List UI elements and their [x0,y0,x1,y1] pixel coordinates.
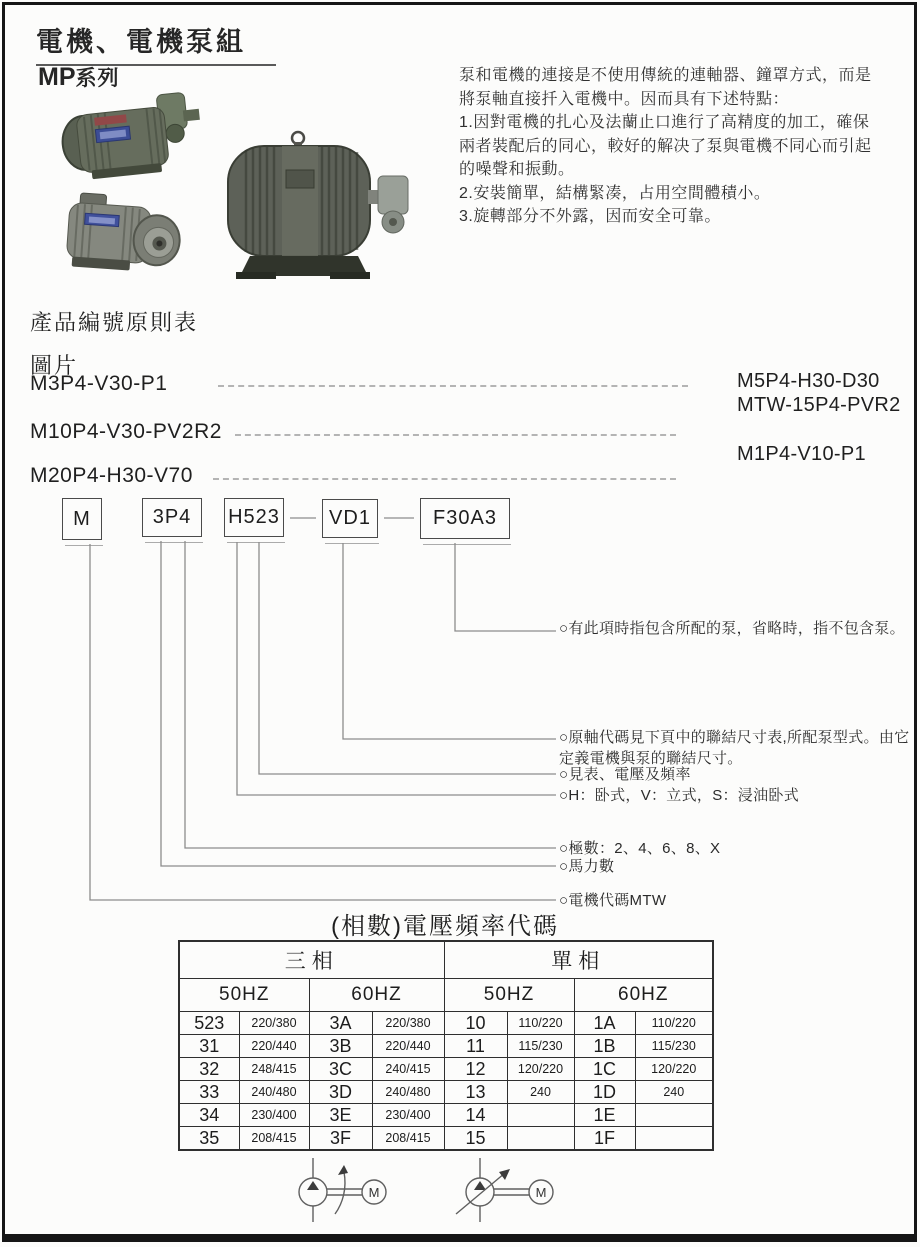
table-row [179,1081,713,1104]
table-row [179,1058,713,1081]
series-suffix: 系列 [75,67,120,90]
voltage-cell: 240 [635,1081,713,1104]
code-cell: 31 [179,1035,239,1058]
voltage-cell: 220/380 [239,1012,309,1035]
voltage-frequency-table [178,940,714,1151]
intro-line: 3.旋轉部分不外露，因而安全可靠。 [459,208,721,225]
code-cell: 32 [179,1058,239,1081]
voltage-cell: 110/220 [507,1012,574,1035]
voltage-cell: 120/220 [507,1058,574,1081]
motor-symbol-label: M [368,1185,380,1200]
code-box-pump: F30A3 [420,498,510,539]
voltage-cell: 208/415 [239,1127,309,1151]
voltage-cell: 220/440 [239,1035,309,1058]
intro-line: 的噪聲和振動。 [459,161,575,178]
code-cell: 1D [574,1081,635,1104]
voltage-cell: 220/380 [372,1012,444,1035]
code-box-shaft: VD1 [322,499,378,538]
code-cell: 12 [444,1058,507,1081]
code-cell: 10 [444,1012,507,1035]
annotation-mounting: ○H：卧式，V：立式，S：浸油卧式 [559,787,800,804]
voltage-cell: 230/400 [372,1104,444,1127]
annotation-voltage-freq: ○見表、電壓及頻率 [559,766,691,783]
leader-dashed-line [213,478,676,480]
model-number: M10P4-V30-PV2R2 [30,420,222,443]
table-row [179,979,713,1012]
code-cell: 3A [309,1012,372,1035]
voltage-cell: 230/400 [239,1104,309,1127]
code-cell: 33 [179,1081,239,1104]
voltage-cell [635,1104,713,1127]
series-code: MP [38,63,76,91]
leader-dashed-line [218,385,688,387]
intro-line: 兩者裝配后的同心，較好的解决了泵與電機不同心而引起 [459,137,872,155]
motor-pump-photo-large [210,126,410,282]
pump-motor-symbols [270,1148,620,1240]
table-row [179,941,713,979]
annotation-poles: ○極數：2、4、6、8、X [559,840,721,857]
code-cell: 1C [574,1058,635,1081]
freq-header: 60HZ [309,979,444,1012]
code-cell: 1E [574,1104,635,1127]
code-cell: 34 [179,1104,239,1127]
code-cell: 1F [574,1127,635,1151]
phase-group-header: 三相 [179,941,444,979]
code-cell: 1A [574,1012,635,1035]
code-cell: 13 [444,1081,507,1104]
code-cell: 3C [309,1058,372,1081]
annotation-motor-code: ○電機代碼MTW [559,892,667,909]
table-row [179,1127,713,1151]
model-number: M3P4-V30-P1 [30,372,168,395]
motor-symbol-label: M [535,1185,547,1200]
motor-pump-photo-small [56,86,206,182]
model-number: M5P4-H30-D30 [737,370,880,392]
intro-line: 1.因對電機的扎心及法蘭止口進行了高精度的加工，確保 [459,114,870,131]
voltage-cell: 115/230 [635,1035,713,1058]
voltage-table-title: (相數)電壓頻率代碼 [331,913,559,940]
motor-photo-plain [60,188,188,280]
intro-line: 2.安裝簡單，結構緊凑，占用空間體積小。 [459,184,771,202]
model-number: M20P4-H30-V70 [30,464,193,487]
page-title: 電機、電機泵組 [36,20,276,66]
table-row [179,1012,713,1035]
code-cell: 35 [179,1127,239,1151]
code-cell: 3F [309,1127,372,1151]
code-cell: 15 [444,1127,507,1151]
freq-header: 50HZ [444,979,574,1012]
voltage-cell: 110/220 [635,1012,713,1035]
annotation-shaft-code: ○原軸代碼見下頁中的聯結尺寸表,所配泵型式。由它定義電機與泵的聯結尺寸。 [559,729,910,767]
voltage-cell: 248/415 [239,1058,309,1081]
pump-motor-symbol-variable [456,1158,553,1222]
intro-paragraph [459,64,911,229]
voltage-cell: 240/480 [239,1081,309,1104]
code-cell: 14 [444,1104,507,1127]
code-cell: 523 [179,1012,239,1035]
leader-dashed-line [235,434,676,436]
annotation-pump-included: ○有此項時指包含所配的泵，省略時，指不包含泵。 [559,620,905,637]
intro-line: 泵和電機的連接是不使用傳統的連軸器、鐘罩方式，而是 [459,67,872,84]
voltage-cell: 220/440 [372,1035,444,1058]
model-number: M1P4-V10-P1 [737,443,866,465]
voltage-cell [507,1127,574,1151]
code-cell: 3B [309,1035,372,1058]
voltage-cell: 115/230 [507,1035,574,1058]
numbering-heading: 產品編號原則表 [30,310,199,335]
voltage-cell [507,1104,574,1127]
freq-header: 50HZ [179,979,309,1012]
table-row [179,1035,713,1058]
code-box-mount-voltage: H523 [224,498,284,537]
table-row [179,1104,713,1127]
voltage-cell [635,1127,713,1151]
intro-line: 將泵軸直接扦入電機中。因而具有下述特點： [459,90,790,108]
voltage-cell: 208/415 [372,1127,444,1151]
voltage-cell: 240/480 [372,1081,444,1104]
freq-header: 60HZ [574,979,713,1012]
annotation-horsepower: ○馬力數 [559,858,615,875]
model-number: MTW-15P4-PVR2 [737,394,901,416]
phase-group-header: 單相 [444,941,713,979]
voltage-cell: 120/220 [635,1058,713,1081]
pump-motor-symbol-fixed [299,1158,386,1222]
code-box-hp-poles: 3P4 [142,498,202,537]
voltage-cell: 240 [507,1081,574,1104]
code-cell: 1B [574,1035,635,1058]
code-box-motor: M [62,498,102,540]
code-cell: 11 [444,1035,507,1058]
voltage-cell: 240/415 [372,1058,444,1081]
code-cell: 3E [309,1104,372,1127]
numbering-subheading: 圖片 [30,353,79,378]
code-cell: 3D [309,1081,372,1104]
